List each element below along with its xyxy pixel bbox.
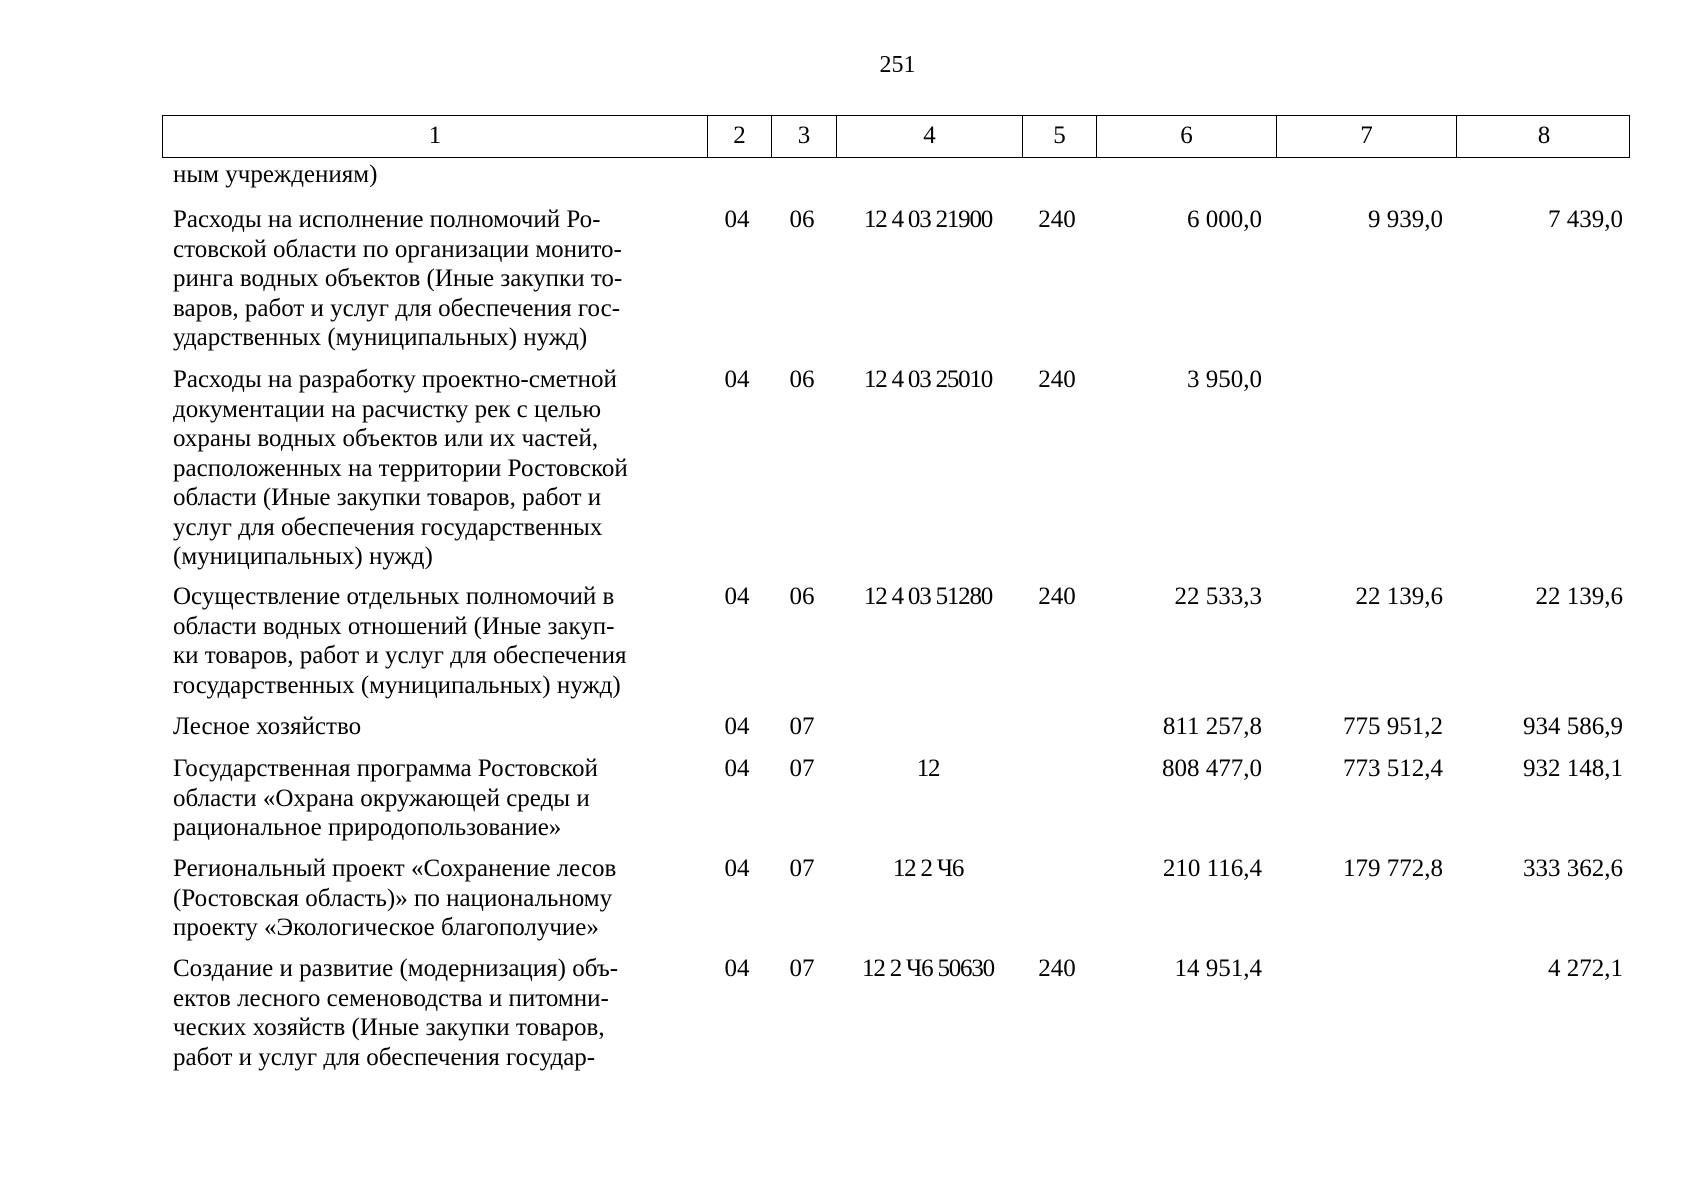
subsection-code: 07 xyxy=(789,755,815,782)
amount-col-8: 934 586,9 xyxy=(1523,713,1623,740)
amount-col-6: 811 257,8 xyxy=(1162,713,1262,740)
amount-col-8: 7 439,0 xyxy=(1548,206,1623,233)
section-code: 04 xyxy=(724,755,750,782)
section-code: 04 xyxy=(724,855,750,882)
section-code: 04 xyxy=(724,583,750,610)
subsection-code: 07 xyxy=(789,713,815,740)
amount-col-8: 333 362,6 xyxy=(1523,855,1623,882)
section-code: 04 xyxy=(724,206,750,233)
amount-col-7: 179 772,8 xyxy=(1343,855,1443,882)
amount-col-6: 14 951,4 xyxy=(1174,955,1262,982)
row-description: Государственная программа Ростовской области «Охрана окружающей среды и рациональное природопользование» xyxy=(173,755,598,841)
amount-col-6: 22 533,3 xyxy=(1174,583,1262,610)
amount-col-6: 210 116,4 xyxy=(1162,855,1262,882)
section-code: 04 xyxy=(724,955,750,982)
amount-col-6: 808 477,0 xyxy=(1162,755,1262,782)
subsection-code: 06 xyxy=(789,206,815,233)
target-article-code: 12 xyxy=(916,755,940,782)
target-article-code: 12 4 03 25010 xyxy=(863,366,993,393)
amount-col-7: 775 951,2 xyxy=(1343,713,1443,740)
row-description: ным учреждениям) xyxy=(173,161,378,188)
header-col-1: 1 xyxy=(163,116,708,157)
target-article-code: 12 2 Ч6 50630 xyxy=(862,955,994,982)
subsection-code: 06 xyxy=(789,366,815,393)
expense-type-code: 240 xyxy=(1038,583,1076,610)
header-col-6: 6 xyxy=(1097,116,1277,157)
section-code: 04 xyxy=(724,713,750,740)
expense-type-code: 240 xyxy=(1038,366,1076,393)
header-col-2: 2 xyxy=(708,116,772,157)
header-col-8: 8 xyxy=(1537,122,1551,149)
amount-col-6: 6 000,0 xyxy=(1187,206,1262,233)
table-header xyxy=(162,115,1630,158)
subsection-code: 07 xyxy=(789,955,815,982)
header-col-7: 7 xyxy=(1277,116,1457,157)
page-number: 251 xyxy=(879,52,916,78)
amount-col-8: 4 272,1 xyxy=(1548,955,1623,982)
target-article-code: 12 4 03 21900 xyxy=(863,206,993,233)
header-col-5: 5 xyxy=(1023,116,1097,157)
expense-type-code: 240 xyxy=(1038,955,1076,982)
subsection-code: 07 xyxy=(789,855,815,882)
row-description: Осуществление отдельных полномочий в области водных отношений (Иные закуп- ки товаров, работ и услуг для обеспечения государственных (муниципальных) нужд) xyxy=(173,583,627,699)
amount-col-8: 22 139,6 xyxy=(1535,583,1623,610)
row-description: Расходы на исполнение полномочий Ро- стовской области по организации монито- ринга водных объектов (Иные закупки то- варов, работ и услуг для обеспечения гос- ударственных (муниципальных) нужд) xyxy=(173,206,623,351)
row-description: Создание и развитие (модернизация) объ- ектов лесного семеноводства и питомни- ческих хозяйств (Иные закупки товаров, работ и услуг для обеспечения государ- xyxy=(173,955,619,1071)
section-code: 04 xyxy=(724,366,750,393)
target-article-code: 12 4 03 51280 xyxy=(863,583,993,610)
row-description: Региональный проект «Сохранение лесов (Ростовская область)» по национальному проекту «Экологическое благополучие» xyxy=(173,855,617,941)
subsection-code: 06 xyxy=(789,583,815,610)
amount-col-8: 932 148,1 xyxy=(1523,755,1623,782)
row-description: Расходы на разработку проектно-сметной документации на расчистку рек с целью охраны водных объектов или их частей, расположенных на территории Ростовской области (Иные закупки товаров, работ и услуг для обеспечения государственных (муниципальных) нужд) xyxy=(173,366,628,570)
amount-col-6: 3 950,0 xyxy=(1187,366,1262,393)
amount-col-7: 22 139,6 xyxy=(1355,583,1443,610)
header-col-4: 4 xyxy=(837,116,1023,157)
header-col-3: 3 xyxy=(772,116,837,157)
amount-col-7: 773 512,4 xyxy=(1343,755,1443,782)
amount-col-7: 9 939,0 xyxy=(1368,206,1443,233)
target-article-code: 12 2 Ч6 xyxy=(892,855,964,882)
expense-type-code: 240 xyxy=(1038,206,1076,233)
row-description: Лесное хозяйство xyxy=(173,713,362,740)
